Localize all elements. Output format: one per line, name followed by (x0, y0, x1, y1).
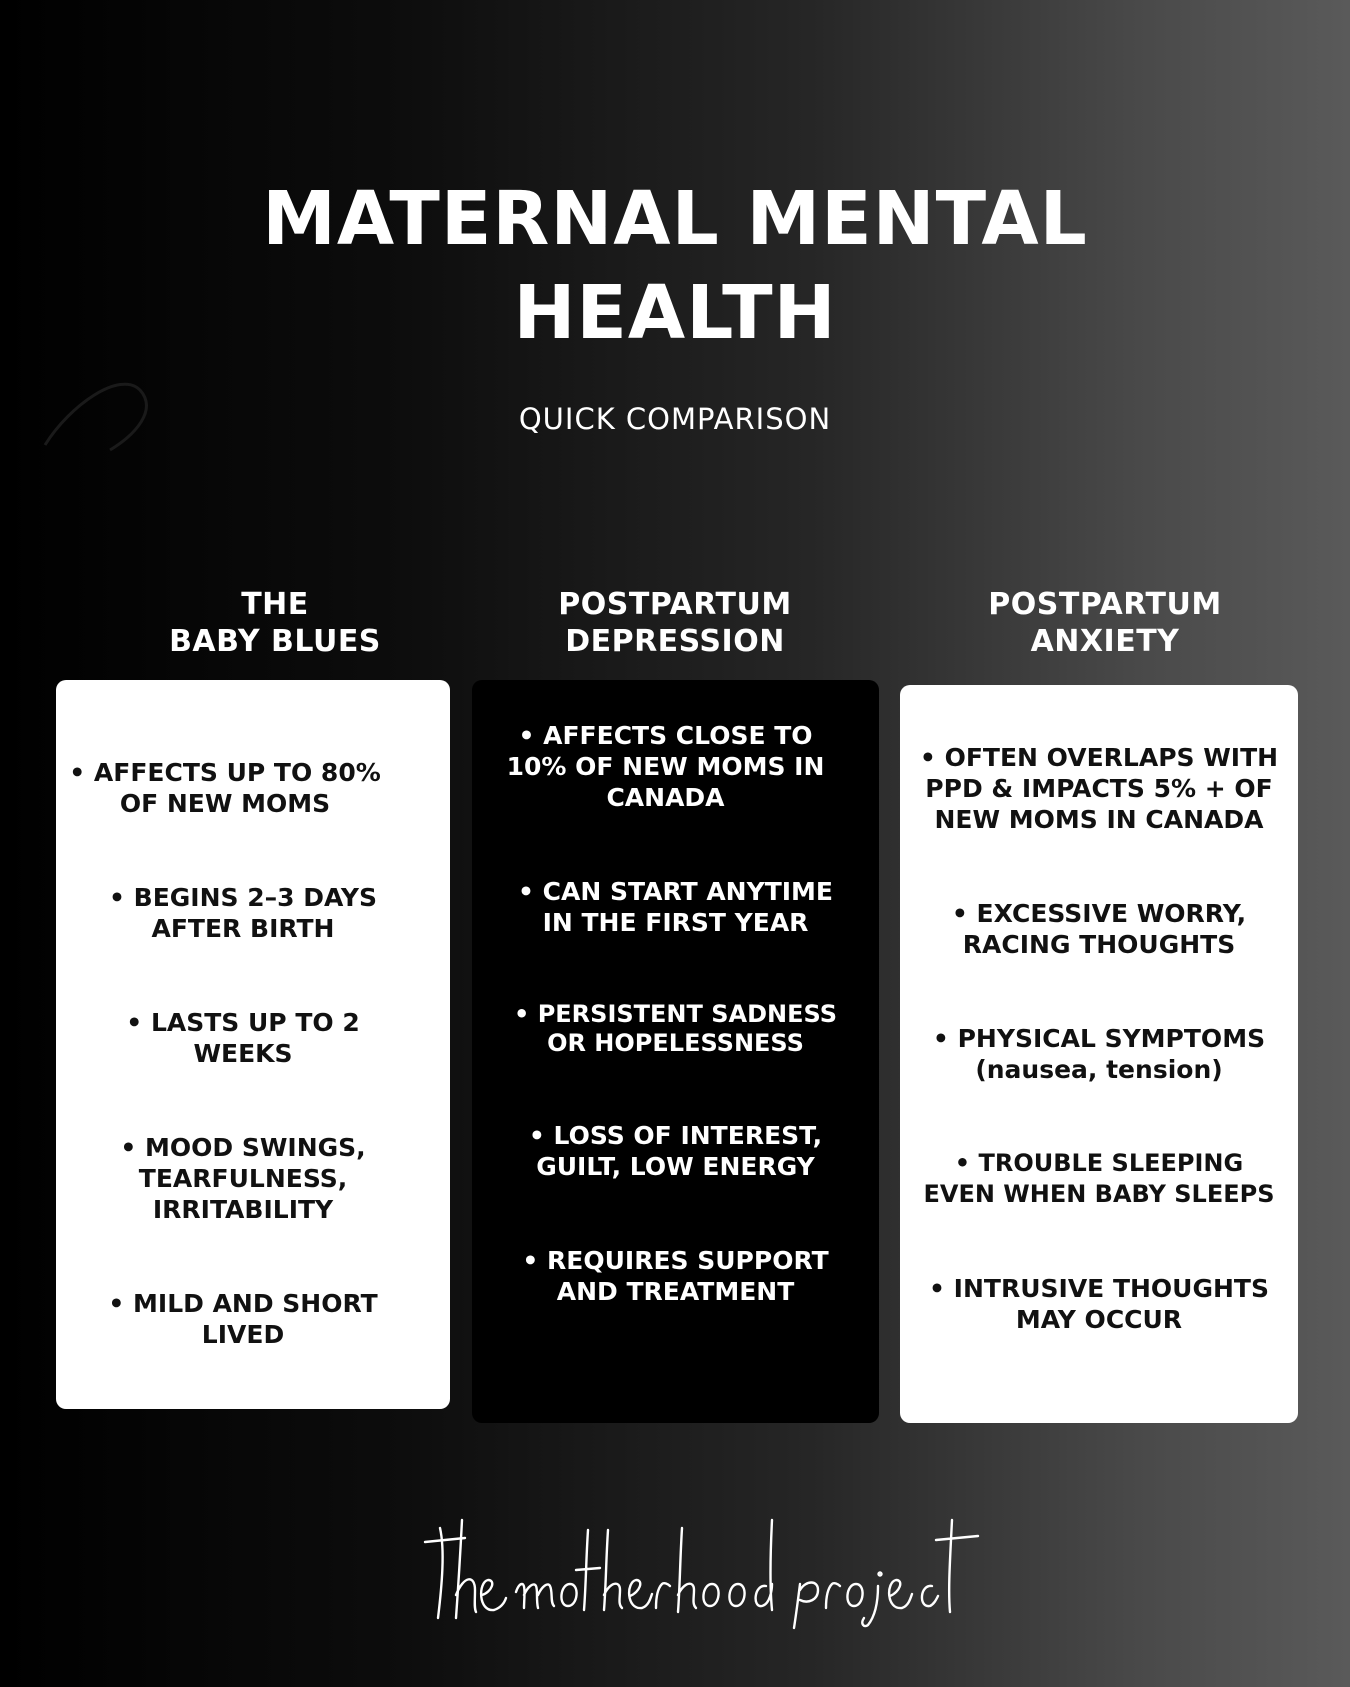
list-item (472, 1000, 879, 1058)
card-postpartum-depression (472, 680, 879, 1423)
list-item-line: (nausea, tension) (975, 1055, 1223, 1084)
card-baby-blues (56, 680, 450, 1409)
list-item-line: • MOOD SWINGS, (120, 1133, 366, 1162)
list-item (46, 1288, 440, 1350)
list-item-line: • INTRUSIVE THOUGHTS (929, 1274, 1269, 1303)
title-line-2: HEALTH (513, 270, 837, 356)
list-item (46, 1007, 440, 1069)
list-item (46, 882, 440, 944)
list-item-line: LIVED (201, 1320, 285, 1349)
list-item-line: IN THE FIRST YEAR (542, 908, 809, 937)
list-item (900, 898, 1298, 960)
column-heading-line: DEPRESSION (565, 624, 785, 659)
list-item (472, 1245, 879, 1307)
page-title (0, 172, 1350, 360)
list-item-line: MAY OCCUR (1015, 1305, 1183, 1334)
title-line-1: MATERNAL MENTAL (262, 176, 1088, 262)
list-item-line: AFTER BIRTH (151, 914, 335, 943)
list-item-line: • EXCESSIVE WORRY, (951, 899, 1247, 928)
list-item-line: EVEN WHEN BABY SLEEPS (923, 1180, 1275, 1208)
page-subtitle: QUICK COMPARISON (518, 402, 832, 436)
card-postpartum-anxiety (900, 685, 1298, 1423)
column-heading-line: THE (241, 587, 309, 622)
signature-logo (420, 1500, 980, 1630)
list-item-line: • AFFECTS CLOSE TO (518, 721, 813, 750)
list-item-line: • PHYSICAL SYMPTOMS (932, 1024, 1266, 1053)
list-item (472, 876, 879, 938)
column-heading-postpartum-depression (490, 586, 860, 660)
list-item (900, 742, 1298, 835)
list-item (462, 720, 869, 813)
column-heading-line: BABY BLUES (169, 624, 381, 659)
list-item (472, 1120, 879, 1182)
list-item-line: 10% OF NEW MOMS IN (506, 752, 825, 781)
list-item-line: • TROUBLE SLEEPING (954, 1149, 1244, 1177)
list-item-line: AND TREATMENT (556, 1277, 795, 1306)
list-item (900, 1273, 1298, 1335)
list-item-line: • BEGINS 2–3 DAYS (108, 883, 378, 912)
list-item-line: PPD & IMPACTS 5% + OF (925, 774, 1273, 803)
column-heading-line: ANXIETY (1030, 624, 1180, 659)
list-item (900, 1023, 1298, 1085)
list-item-line: WEEKS (193, 1039, 293, 1068)
list-item-line: OR HOPELESSNESS (547, 1029, 804, 1057)
list-item-line: • AFFECTS UP TO 80% (69, 758, 381, 787)
list-item-line: • OFTEN OVERLAPS WITH (919, 743, 1279, 772)
list-item (900, 1148, 1298, 1210)
list-item-line: • PERSISTENT SADNESS (514, 1000, 837, 1028)
list-item-line: NEW MOMS IN CANADA (934, 805, 1264, 834)
list-item-line: TEARFULNESS, (138, 1164, 348, 1193)
list-item (28, 757, 422, 819)
list-item-line: • LOSS OF INTEREST, (528, 1121, 823, 1150)
column-heading-postpartum-anxiety (920, 586, 1290, 660)
list-item-line: CANADA (606, 783, 725, 812)
column-heading-line: POSTPARTUM (558, 587, 792, 622)
list-item-line: • CAN START ANYTIME (517, 877, 834, 906)
column-heading-baby-blues (100, 586, 450, 660)
list-item (46, 1132, 440, 1225)
list-item-line: OF NEW MOMS (119, 789, 331, 818)
list-item-line: IRRITABILITY (152, 1195, 334, 1224)
list-item-line: RACING THOUGHTS (962, 930, 1236, 959)
list-item-line: • LASTS UP TO 2 (126, 1008, 360, 1037)
column-heading-line: POSTPARTUM (988, 587, 1222, 622)
list-item-line: • MILD AND SHORT (108, 1289, 378, 1318)
list-item-line: GUILT, LOW ENERGY (536, 1152, 815, 1181)
list-item-line: • REQUIRES SUPPORT (522, 1246, 829, 1275)
